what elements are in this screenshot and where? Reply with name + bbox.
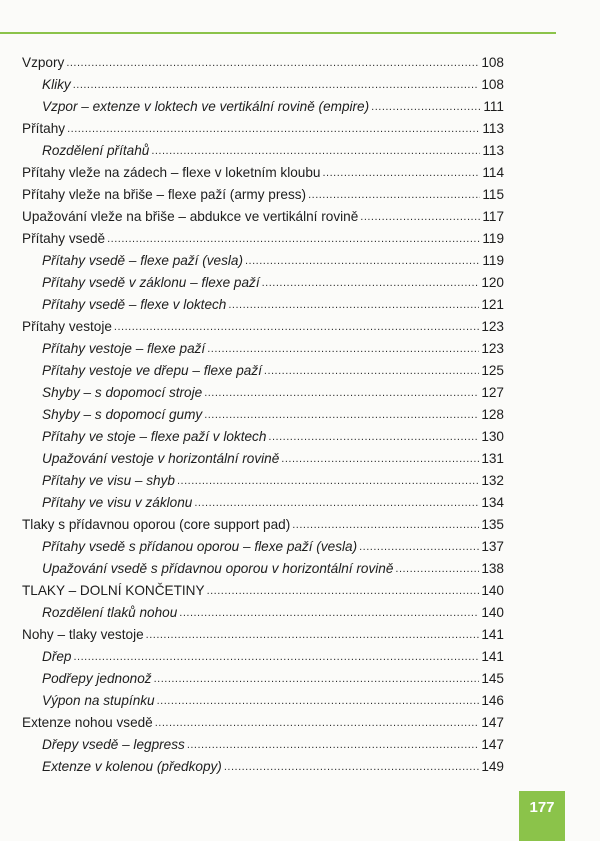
toc-entry-label: Vzpory [22,55,65,70]
toc-entry-page: 141 [481,649,504,664]
toc-entry [22,162,504,184]
dot-leader [281,448,479,470]
toc-entry-page: 147 [481,737,504,752]
dot-leader [264,360,479,382]
dot-leader [207,580,480,602]
dot-leader [204,404,479,426]
dot-leader [177,470,479,492]
toc-subentry [22,558,504,580]
toc-entry-label: Přítahy vestoje [22,319,112,334]
toc-entry [22,624,504,646]
toc-subentry [22,338,504,360]
dot-leader [360,206,480,228]
toc-entry-label: Přítahy [22,121,66,136]
dot-leader [194,492,479,514]
dot-leader [151,140,480,162]
dot-leader [395,558,479,580]
toc-subentry [22,690,504,712]
dot-leader [292,514,479,536]
toc-entry-page: 134 [481,495,504,510]
toc-entry-page: 140 [481,583,504,598]
toc-entry-page: 108 [481,55,504,70]
toc-subentry [22,602,504,624]
toc-subentry [22,140,504,162]
toc-entry-label: Přítahy vsedě – flexe paží (vesla) [42,253,243,268]
dot-leader [322,162,480,184]
toc-entry-page: 138 [481,561,504,576]
table-of-contents [22,52,504,778]
dot-leader [187,734,480,756]
dot-leader [73,74,480,96]
toc-entry-label: Výpon na stupínku [42,693,155,708]
toc-entry-page: 114 [482,165,504,180]
toc-entry-label: Přítahy ve visu – shyb [42,473,175,488]
toc-subentry [22,294,504,316]
toc-entry [22,712,504,734]
dot-leader [114,316,479,338]
dot-leader [371,96,481,118]
dot-leader [359,536,479,558]
toc-entry-page: 140 [481,605,504,620]
toc-entry-label: TLAKY – DOLNÍ KONČETINY [22,583,205,598]
dot-leader [207,338,479,360]
top-rule [0,32,556,34]
toc-entry-label: Přítahy vsedě – flexe v loktech [42,297,227,312]
toc-entry-page: 147 [481,715,504,730]
toc-subentry [22,96,504,118]
toc-entry-label: Upažování vleže na břiše – abdukce ve vertikální rovině [22,209,359,224]
toc-entry-page: 127 [481,385,504,400]
toc-subentry [22,536,504,558]
toc-entry-label: Vzpor – extenze v loktech ve vertikální rovině (empire) [42,99,370,114]
toc-entry-page: 137 [481,539,504,554]
toc-entry-page: 145 [481,671,504,686]
dot-leader [107,228,480,250]
dot-leader [155,712,480,734]
toc-entry-page: 149 [481,759,504,774]
dot-leader [268,426,479,448]
toc-entry-label: Přítahy vestoje – flexe paží [42,341,206,356]
toc-entry [22,206,504,228]
dot-leader [154,668,480,690]
toc-entry-page: 119 [482,253,504,268]
dot-leader [157,690,480,712]
toc-subentry [22,74,504,96]
page-number: 177 [519,791,565,841]
toc-entry-page: 113 [482,143,504,158]
toc-subentry [22,492,504,514]
dot-leader [308,184,480,206]
dot-leader [73,646,479,668]
toc-subentry [22,426,504,448]
toc-subentry [22,382,504,404]
toc-entry-label: Upažování vsedě s přídavnou oporou v horizontální rovině [42,561,394,576]
toc-entry-page: 123 [481,319,504,334]
toc-subentry [22,756,504,778]
toc-entry-page: 135 [481,517,504,532]
dot-leader [67,118,480,140]
toc-entry [22,580,504,602]
toc-entry-label: Přítahy vsedě v záklonu – flexe paží [42,275,260,290]
toc-entry [22,514,504,536]
dot-leader [245,250,480,272]
toc-entry-label: Shyby – s dopomocí stroje [42,385,203,400]
toc-entry-page: 121 [481,297,504,312]
toc-entry-label: Extenze nohou vsedě [22,715,153,730]
toc-entry-label: Kliky [42,77,71,92]
toc-entry-page: 108 [481,77,504,92]
toc-entry-label: Upažování vestoje v horizontální rovině [42,451,280,466]
toc-entry-page: 131 [481,451,504,466]
toc-subentry [22,360,504,382]
toc-entry-label: Nohy – tlaky vestoje [22,627,144,642]
dot-leader [224,756,479,778]
dot-leader [179,602,479,624]
toc-entry-page: 115 [482,187,504,202]
toc-entry-page: 111 [483,99,504,114]
toc-entry-label: Přítahy ve visu v záklonu [42,495,193,510]
toc-entry-label: Přítahy vleže na zádech – flexe v loketním kloubu [22,165,321,180]
toc-entry-label: Rozdělení tlaků nohou [42,605,178,620]
toc-entry [22,316,504,338]
toc-entry-page: 141 [481,627,504,642]
toc-entry-label: Rozdělení přítahů [42,143,150,158]
toc-entry-page: 123 [481,341,504,356]
toc-subentry [22,470,504,492]
dot-leader [262,272,480,294]
toc-entry-page: 117 [482,209,504,224]
dot-leader [228,294,479,316]
toc-entry-page: 130 [481,429,504,444]
toc-subentry [22,668,504,690]
toc-entry [22,52,504,74]
dot-leader [146,624,480,646]
toc-subentry [22,272,504,294]
toc-entry [22,228,504,250]
toc-subentry [22,404,504,426]
toc-subentry [22,448,504,470]
toc-entry-page: 125 [481,363,504,378]
toc-entry-page: 128 [481,407,504,422]
toc-entry-page: 132 [481,473,504,488]
toc-entry-label: Přítahy vsedě s přídanou oporou – flexe paží (vesla) [42,539,358,554]
toc-entry-page: 113 [482,121,504,136]
toc-entry-page: 119 [482,231,504,246]
toc-entry-label: Podřepy jednonož [42,671,152,686]
toc-entry-label: Přítahy vsedě [22,231,106,246]
toc-entry-label: Extenze v kolenou (předkopy) [42,759,222,774]
toc-entry-page: 120 [481,275,504,290]
toc-entry-label: Dřep [42,649,72,664]
toc-entry-label: Dřepy vsedě – legpress [42,737,185,752]
toc-entry-label: Přítahy vleže na břiše – flexe paží (army press) [22,187,307,202]
toc-subentry [22,646,504,668]
toc-entry-label: Přítahy vestoje ve dřepu – flexe paží [42,363,262,378]
toc-subentry [22,734,504,756]
toc-entry-label: Tlaky s přídavnou oporou (core support pad) [22,517,291,532]
toc-entry-page: 146 [481,693,504,708]
dot-leader [204,382,479,404]
toc-entry [22,118,504,140]
toc-entry [22,184,504,206]
dot-leader [66,52,479,74]
toc-entry-label: Shyby – s dopomocí gumy [42,407,203,422]
toc-entry-label: Přítahy ve stoje – flexe paží v loktech [42,429,267,444]
toc-subentry [22,250,504,272]
